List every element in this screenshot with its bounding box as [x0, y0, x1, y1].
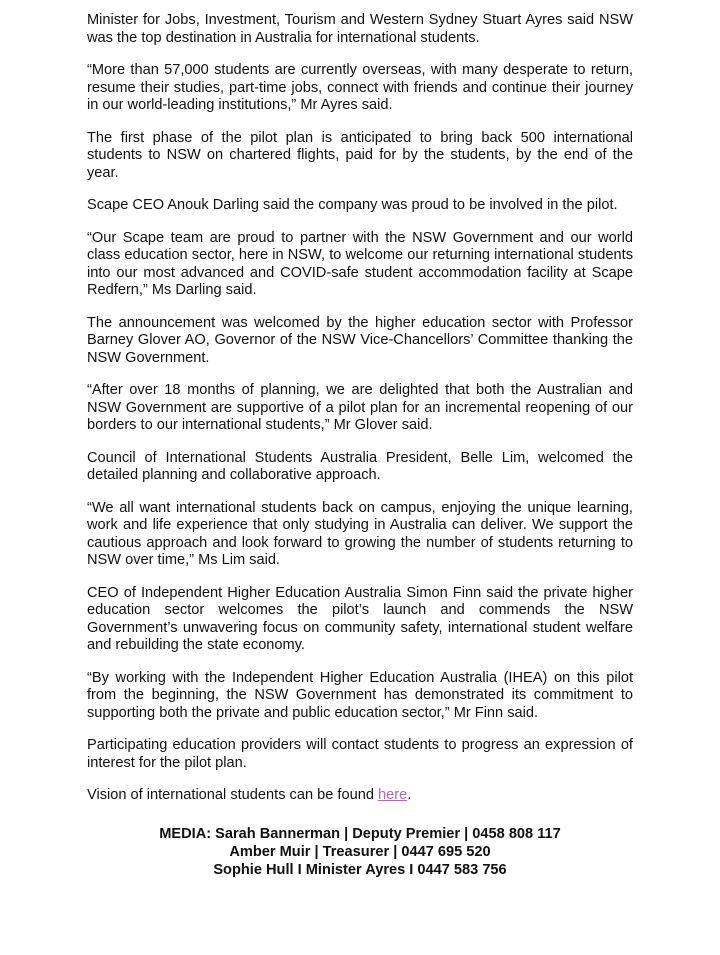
paragraph-providers: Participating education providers will contact students to progress an expression of interest for the pilot plan. [87, 737, 633, 771]
vision-here-link[interactable]: here [378, 787, 408, 803]
paragraph-darling-quote: “Our Scape team are proud to partner with the NSW Government and our world class education sector, here in NSW, to welcome our returning international students into our most advanced and COVID-safe student accommodation facility at Scape Redfern,” Ms Darling said. [87, 229, 633, 298]
paragraph-ayres-intro: Minister for Jobs, Investment, Tourism and Western Sydney Stuart Ayres said NSW was the top destination in Australia for international students. [87, 12, 633, 46]
media-contact-muir: Amber Muir | Treasurer | 0447 695 520 [229, 843, 491, 860]
vision-text: Vision of international students can be found [87, 787, 378, 803]
document-page [87, 12, 633, 879]
paragraph-pilot-phase: The first phase of the pilot plan is anticipated to bring back 500 international students to NSW on chartered flights, paid for by the students, by the end of the year. [87, 129, 633, 181]
paragraph-glover-intro: The announcement was welcomed by the higher education sector with Professor Barney Glover AO, Governor of the NSW Vice-Chancellors’ Committee thanking the NSW Government. [87, 314, 633, 366]
media-contacts [87, 825, 633, 879]
paragraph-ayres-quote: “More than 57,000 students are currently overseas, with many desperate to return, resume their studies, part-time jobs, connect with friends and continue their journey in our world-leading institutions,” Mr Ayres said. [87, 62, 633, 113]
paragraph-lim-quote: “We all want international students back on campus, enjoying the unique learning, work and life experience that only studying in Australia can deliver. We support the cautious approach and look forward to growing the number of students returning to NSW over time,” Ms Lim said. [87, 499, 633, 568]
paragraph-lim-intro: Council of International Students Australia President, Belle Lim, welcomed the detailed planning and collaborative approach. [87, 449, 633, 483]
paragraph-scape-ceo: Scape CEO Anouk Darling said the company was proud to be involved in the pilot. [87, 197, 618, 213]
paragraph-glover-quote: “After over 18 months of planning, we are delighted that both the Australian and NSW Government are supportive of a pilot plan for an incremental reopening of our borders to our international students,” Mr Glover said. [87, 382, 633, 433]
media-contact-hull: Sophie Hull I Minister Ayres I 0447 583 756 [213, 861, 507, 878]
vision-period: . [407, 787, 412, 803]
media-contact-bannerman: MEDIA: Sarah Bannerman | Deputy Premier | 0458 808 117 [159, 825, 561, 842]
paragraph-vision [87, 787, 633, 805]
paragraph-finn-intro: CEO of Independent Higher Education Australia Simon Finn said the private higher education sector welcomes the pilot’s launch and commends the NSW Government’s unwavering focus on community safety, international student welfare and rebuilding the state economy. [87, 584, 633, 653]
paragraph-finn-quote: “By working with the Independent Higher Education Australia (IHEA) on this pilot from the beginning, the NSW Government has demonstrated its commitment to supporting both the private and public education sector,” Mr Finn said. [87, 669, 633, 721]
